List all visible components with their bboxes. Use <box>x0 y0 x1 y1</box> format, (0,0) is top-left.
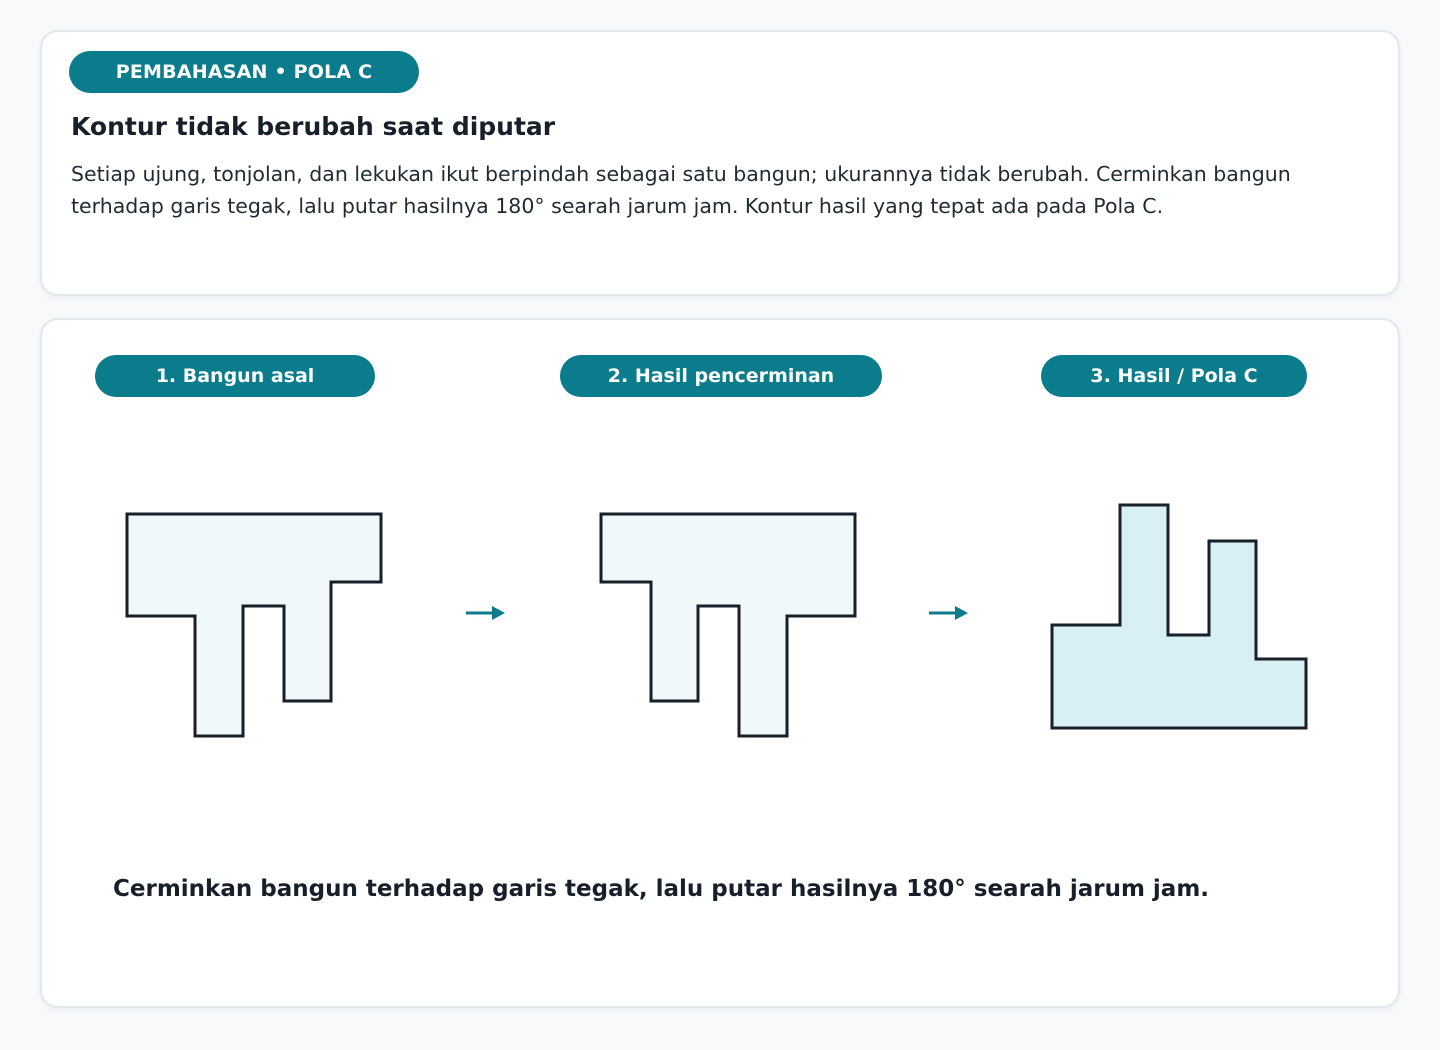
step-label-original: 1. Bangun asal <box>95 355 375 397</box>
original-shape <box>127 514 381 736</box>
transformation-card <box>40 318 1400 1008</box>
explanation-tag: PEMBAHASAN • POLA C <box>69 51 419 93</box>
explanation-description: Setiap ujung, tonjolan, dan lekukan ikut berpindah sebagai satu bangun; ukurannya tidak berubah. Cerminkan bangun terhadap garis tegak, lalu putar hasilnya 180° searah jarum jam. Kontur hasil yang tepat ada pada Pola C. <box>71 162 1291 218</box>
arrow-right-icon <box>929 606 968 620</box>
step-label-reflection: 2. Hasil pencerminan <box>560 355 882 397</box>
result-shape <box>1052 505 1306 728</box>
explanation-card <box>40 30 1400 296</box>
arrow-right-icon <box>466 606 505 620</box>
transformation-diagram <box>42 320 1398 1006</box>
reflected-shape <box>601 514 855 736</box>
step-label-result: 3. Hasil / Pola C <box>1041 355 1307 397</box>
explanation-title: Kontur tidak berubah saat diputar <box>71 112 556 141</box>
instruction-caption: Cerminkan bangun terhadap garis tegak, lalu putar hasilnya 180° searah jarum jam. <box>113 876 1210 902</box>
